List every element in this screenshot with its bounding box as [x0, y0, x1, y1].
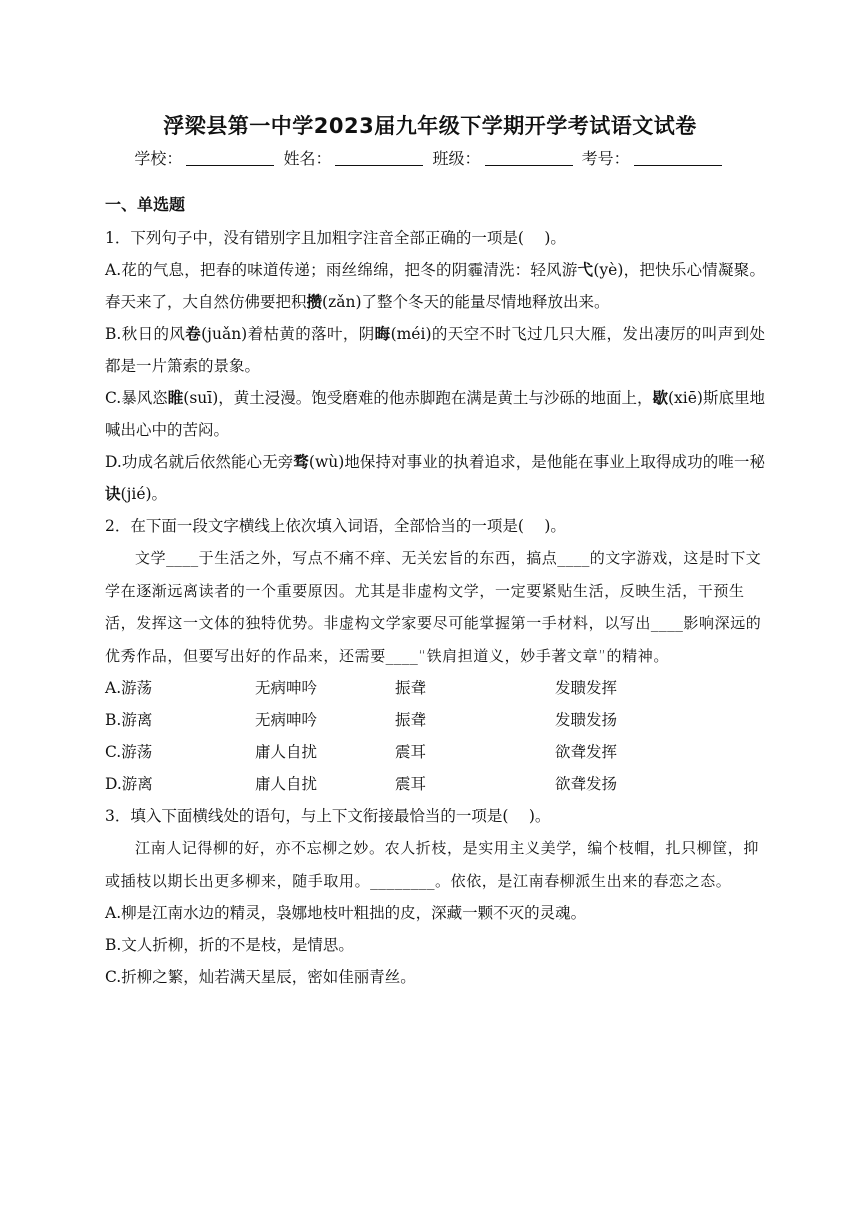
- question-1-stem: 1．下列句子中，没有错别字且加粗字注音全部正确的一项是( )。: [105, 229, 566, 247]
- number-blank: [634, 149, 722, 166]
- exam-title: 浮梁县第一中学2023届九年级下学期开学考试语文试卷: [163, 114, 697, 138]
- q2-c-1: C.游荡: [105, 743, 153, 761]
- q2-b-2: 无病呻吟: [255, 711, 318, 729]
- class-blank: [485, 149, 573, 166]
- q2-c-3: 震耳: [395, 743, 427, 761]
- q2-a-1: A.游荡: [105, 679, 153, 697]
- question-2-stem: 2．在下面一段文字横线上依次填入词语，全部恰当的一项是( )。: [105, 517, 566, 535]
- name-label: 姓名：: [283, 149, 332, 168]
- name-blank: [335, 149, 423, 166]
- question-2-passage: 文学____于生活之外，写点不痛不痒、无关宏旨的东西，搞点____的文字游戏，这是时下文学在逐渐远离读者的一个重要原因。尤其是非虚构文学，一定要紧贴生活，反映生活，干预生活，发挥这一文体的独特优势。非虚构文学家要尽可能掌握第一手材料，以写出____影响深远的优秀作品，但要写出好的作品来，还需要____“铁肩担道义，妙手著文章”的精神。: [105, 549, 762, 665]
- section-heading: 一、单选题: [105, 195, 186, 214]
- question-3-stem: 3．填入下面横线处的语句，与上下文衔接最恰当的一项是( )。: [105, 807, 551, 825]
- student-info-line: [0, 146, 860, 169]
- question-3-option-a: A.柳是江南水边的精灵，袅娜地枝叶粗拙的皮，深藏一颗不灭的灵魂。: [105, 904, 587, 922]
- q2-d-2: 庸人自扰: [255, 775, 318, 793]
- q2-b-1: B.游离: [105, 711, 153, 729]
- question-1-option-b: B.秋日的风卷(juǎn)着枯黄的落叶，阴晦(méi)的天空不时飞过几只大雁，发出凄厉的叫声到处都是一片箫索的景象。: [105, 324, 765, 375]
- question-1-option-d: D.功成名就后依然能心无旁骛(wù)地保持对事业的执着追求，是他能在事业上取得成功的唯一秘诀(jié)。: [105, 452, 765, 503]
- q2-b-3: 振聋: [395, 711, 427, 729]
- question-3-option-b: B.文人折柳，折的不是枝，是情思。: [105, 936, 354, 954]
- q2-a-3: 振聋: [395, 679, 427, 697]
- question-3-option-c: C.折柳之繁，灿若满天星辰，密如佳丽青丝。: [105, 968, 416, 986]
- question-1-option-a: A.花的气息，把春的味道传递；雨丝绵绵，把冬的阴霾清洗：轻风游弋(yè)，把快乐心情凝聚。春天来了，大自然仿佛要把积攒(zǎn)了整个冬天的能量尽情地释放出来。: [105, 260, 765, 311]
- q2-c-4: 欲聋发挥: [555, 743, 618, 761]
- question-1-option-c: C.暴风恣睢(suī)，黄土浸漫。饱受磨难的他赤脚跑在满是黄土与沙砾的地面上，歇(xiē)斯底里地喊出心中的苦闷。: [105, 388, 765, 439]
- school-blank: [186, 149, 274, 166]
- school-label: 学校：: [134, 149, 183, 168]
- question-2-options: [105, 672, 765, 800]
- q2-a-2: 无病呻吟: [255, 679, 318, 697]
- q2-b-4: 发聩发扬: [555, 711, 618, 729]
- q2-d-4: 欲聋发扬: [555, 775, 618, 793]
- q2-d-3: 震耳: [395, 775, 427, 793]
- exam-content: [105, 192, 765, 993]
- q2-c-2: 庸人自扰: [255, 743, 318, 761]
- q2-a-4: 发聩发挥: [555, 679, 618, 697]
- number-label: 考号：: [581, 149, 630, 168]
- class-label: 班级：: [432, 149, 481, 168]
- question-3-passage: 江南人记得柳的好，亦不忘柳之妙。农人折枝，是实用主义美学，编个枝帽，扎只柳筐，抑或插枝以期长出更多柳来，随手取用。________。依依，是江南春柳派生出来的春恋之态。: [105, 839, 760, 890]
- q2-d-1: D.游离: [105, 775, 153, 793]
